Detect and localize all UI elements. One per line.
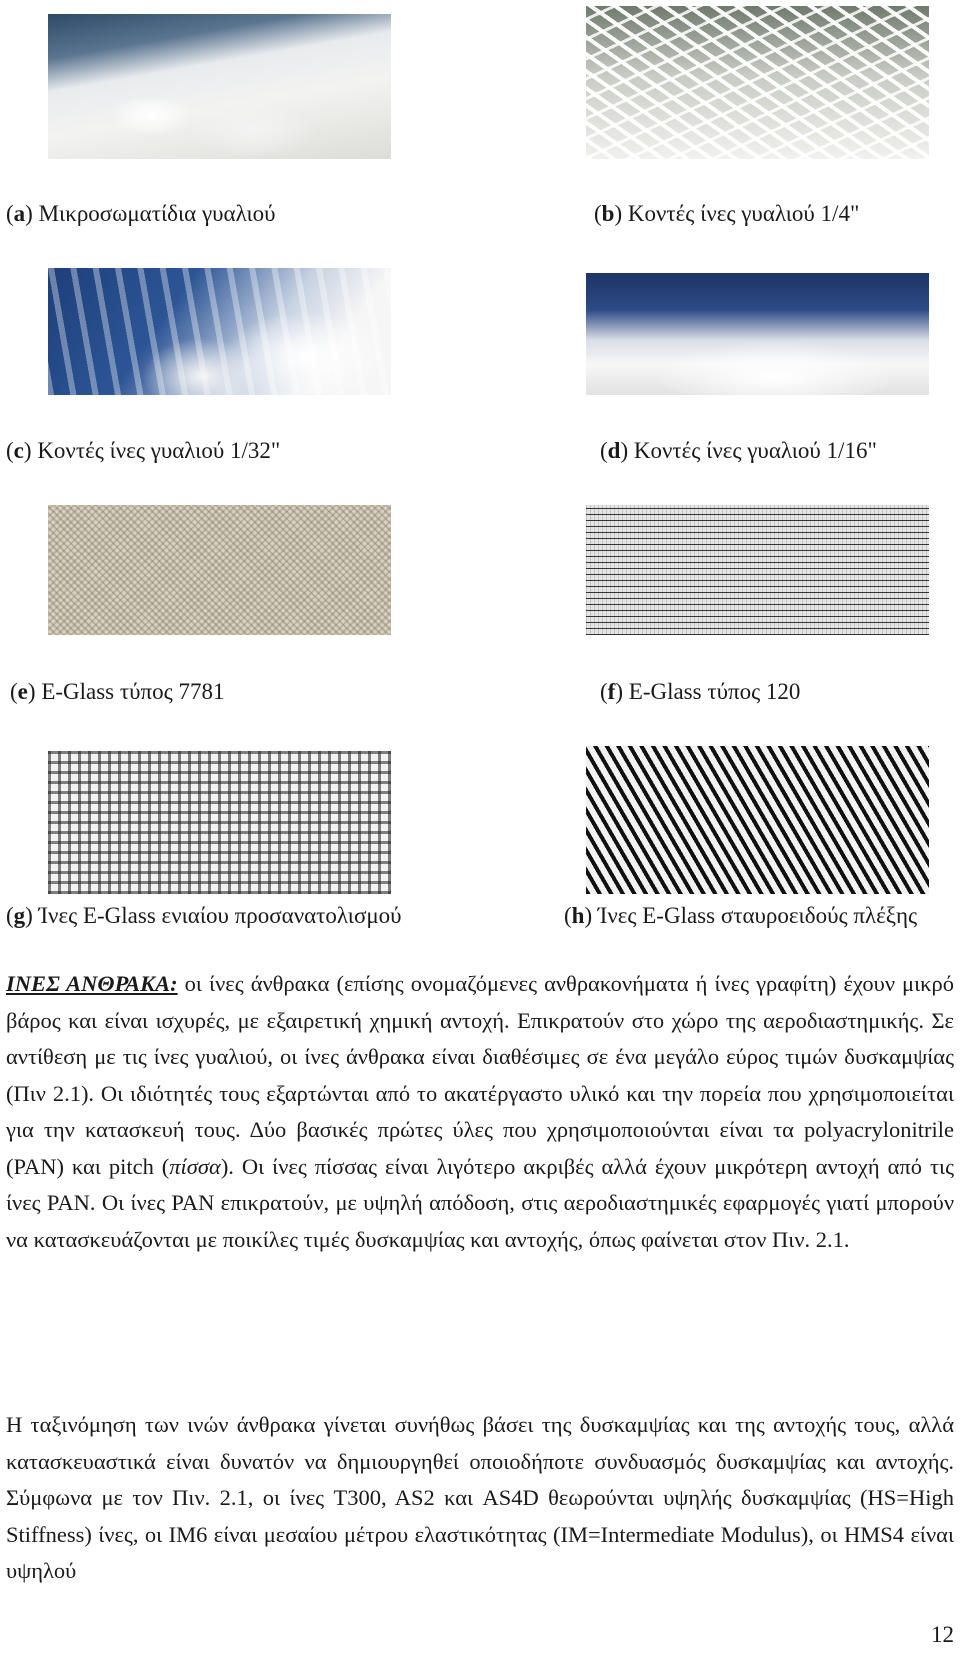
classification-paragraph: Η ταξινόμηση των ινών άνθρακα γίνεται συνήθως βάσει της δυσκαμψίας και της αντοχής τους, αλλά κατασκευαστικά είναι δυνατόν να δημιουργηθεί οποιοδήποτε συνδυασμός δυσκαμψίας και αντοχής. Σύμφωνα με τον Πιν. 2.1, οι ίνες T300, AS2 και AS4D θεωρούνται υψηλής δυσκαμψίας (HS=High Stiffness) ίνες, οι IM6 είναι μεσαίου μέτρου ελαστικότητας (IM=Intermediate Modulus), οι HMS4 είναι υψηλού	[6, 1412, 954, 1583]
figure-g-photo	[48, 751, 391, 894]
figure-a-photo	[48, 14, 391, 159]
section-heading: ΙΝΕΣ ΑΝΘΡΑΚΑ:	[6, 971, 178, 996]
figure-f-caption: (f) E-Glass τύπος 120	[600, 679, 801, 704]
figure-b-photo	[586, 6, 929, 159]
carbon-fibres-paragraph: ΙΝΕΣ ΑΝΘΡΑΚΑ: οι ίνες άνθρακα (επίσης ονομαζόμενες ανθρακονήματα ή ίνες γραφίτη) έχουν μικρό βάρος και είναι ισχυρές, με εξαιρετική χημική αντοχή. Επικρατούν στο χώρο της αεροδιαστημικής. Σε αντίθεση με τις ίνες γυαλιού, οι ίνες άνθρακα είναι διαθέσιμες σε ένα μεγάλο εύρος τιμών δυσκαμψίας (Πιν 2.1). Οι ιδιότητές τους εξαρτώνται από το ακατέργαστο υλικό και την πορεία που χρησιμοποιείται για την κατασκευή τους. Δύο βασικές πρώτες ύλες που χρησιμοποιούνται είναι τα polyacrylonitrile (PAN) και pitch (πίσσα). Οι ίνες πίσσας είναι λιγότερο ακριβές αλλά έχουν μικρότερη αντοχή από τις ίνες PAN. Οι ίνες PAN επικρατούν, με υψηλή απόδοση, στις αεροδιαστημικές εφαρμογές γιατί μπορούν να κατασκευάζονται με ποικίλες τιμές δυσκαμψίας και αντοχής, όπως φαίνεται στον Πιν. 2.1.	[6, 971, 954, 1252]
figure-e-caption: (e) E-Glass τύπος 7781	[10, 679, 225, 704]
figure-h-photo	[586, 746, 929, 894]
figure-h-caption: (h) Ίνες E-Glass σταυροειδούς πλέξης	[564, 903, 918, 928]
figure-b-caption: (b) Κοντές ίνες γυαλιού 1/4"	[594, 201, 860, 226]
page-number: 12	[931, 1622, 954, 1647]
figure-d-caption: (d) Κοντές ίνες γυαλιού 1/16"	[600, 438, 877, 463]
figure-f-photo	[586, 505, 929, 635]
figure-c-caption: (c) Κοντές ίνες γυαλιού 1/32"	[6, 438, 281, 463]
figure-d-photo	[586, 273, 929, 395]
figure-c-photo	[48, 268, 391, 395]
figure-a-caption: (a) Μικροσωματίδια γυαλιού	[6, 201, 276, 226]
figure-g-caption: (g) Ίνες E-Glass ενιαίου προσανατολισμού	[6, 903, 402, 928]
figure-e-photo	[48, 505, 391, 635]
